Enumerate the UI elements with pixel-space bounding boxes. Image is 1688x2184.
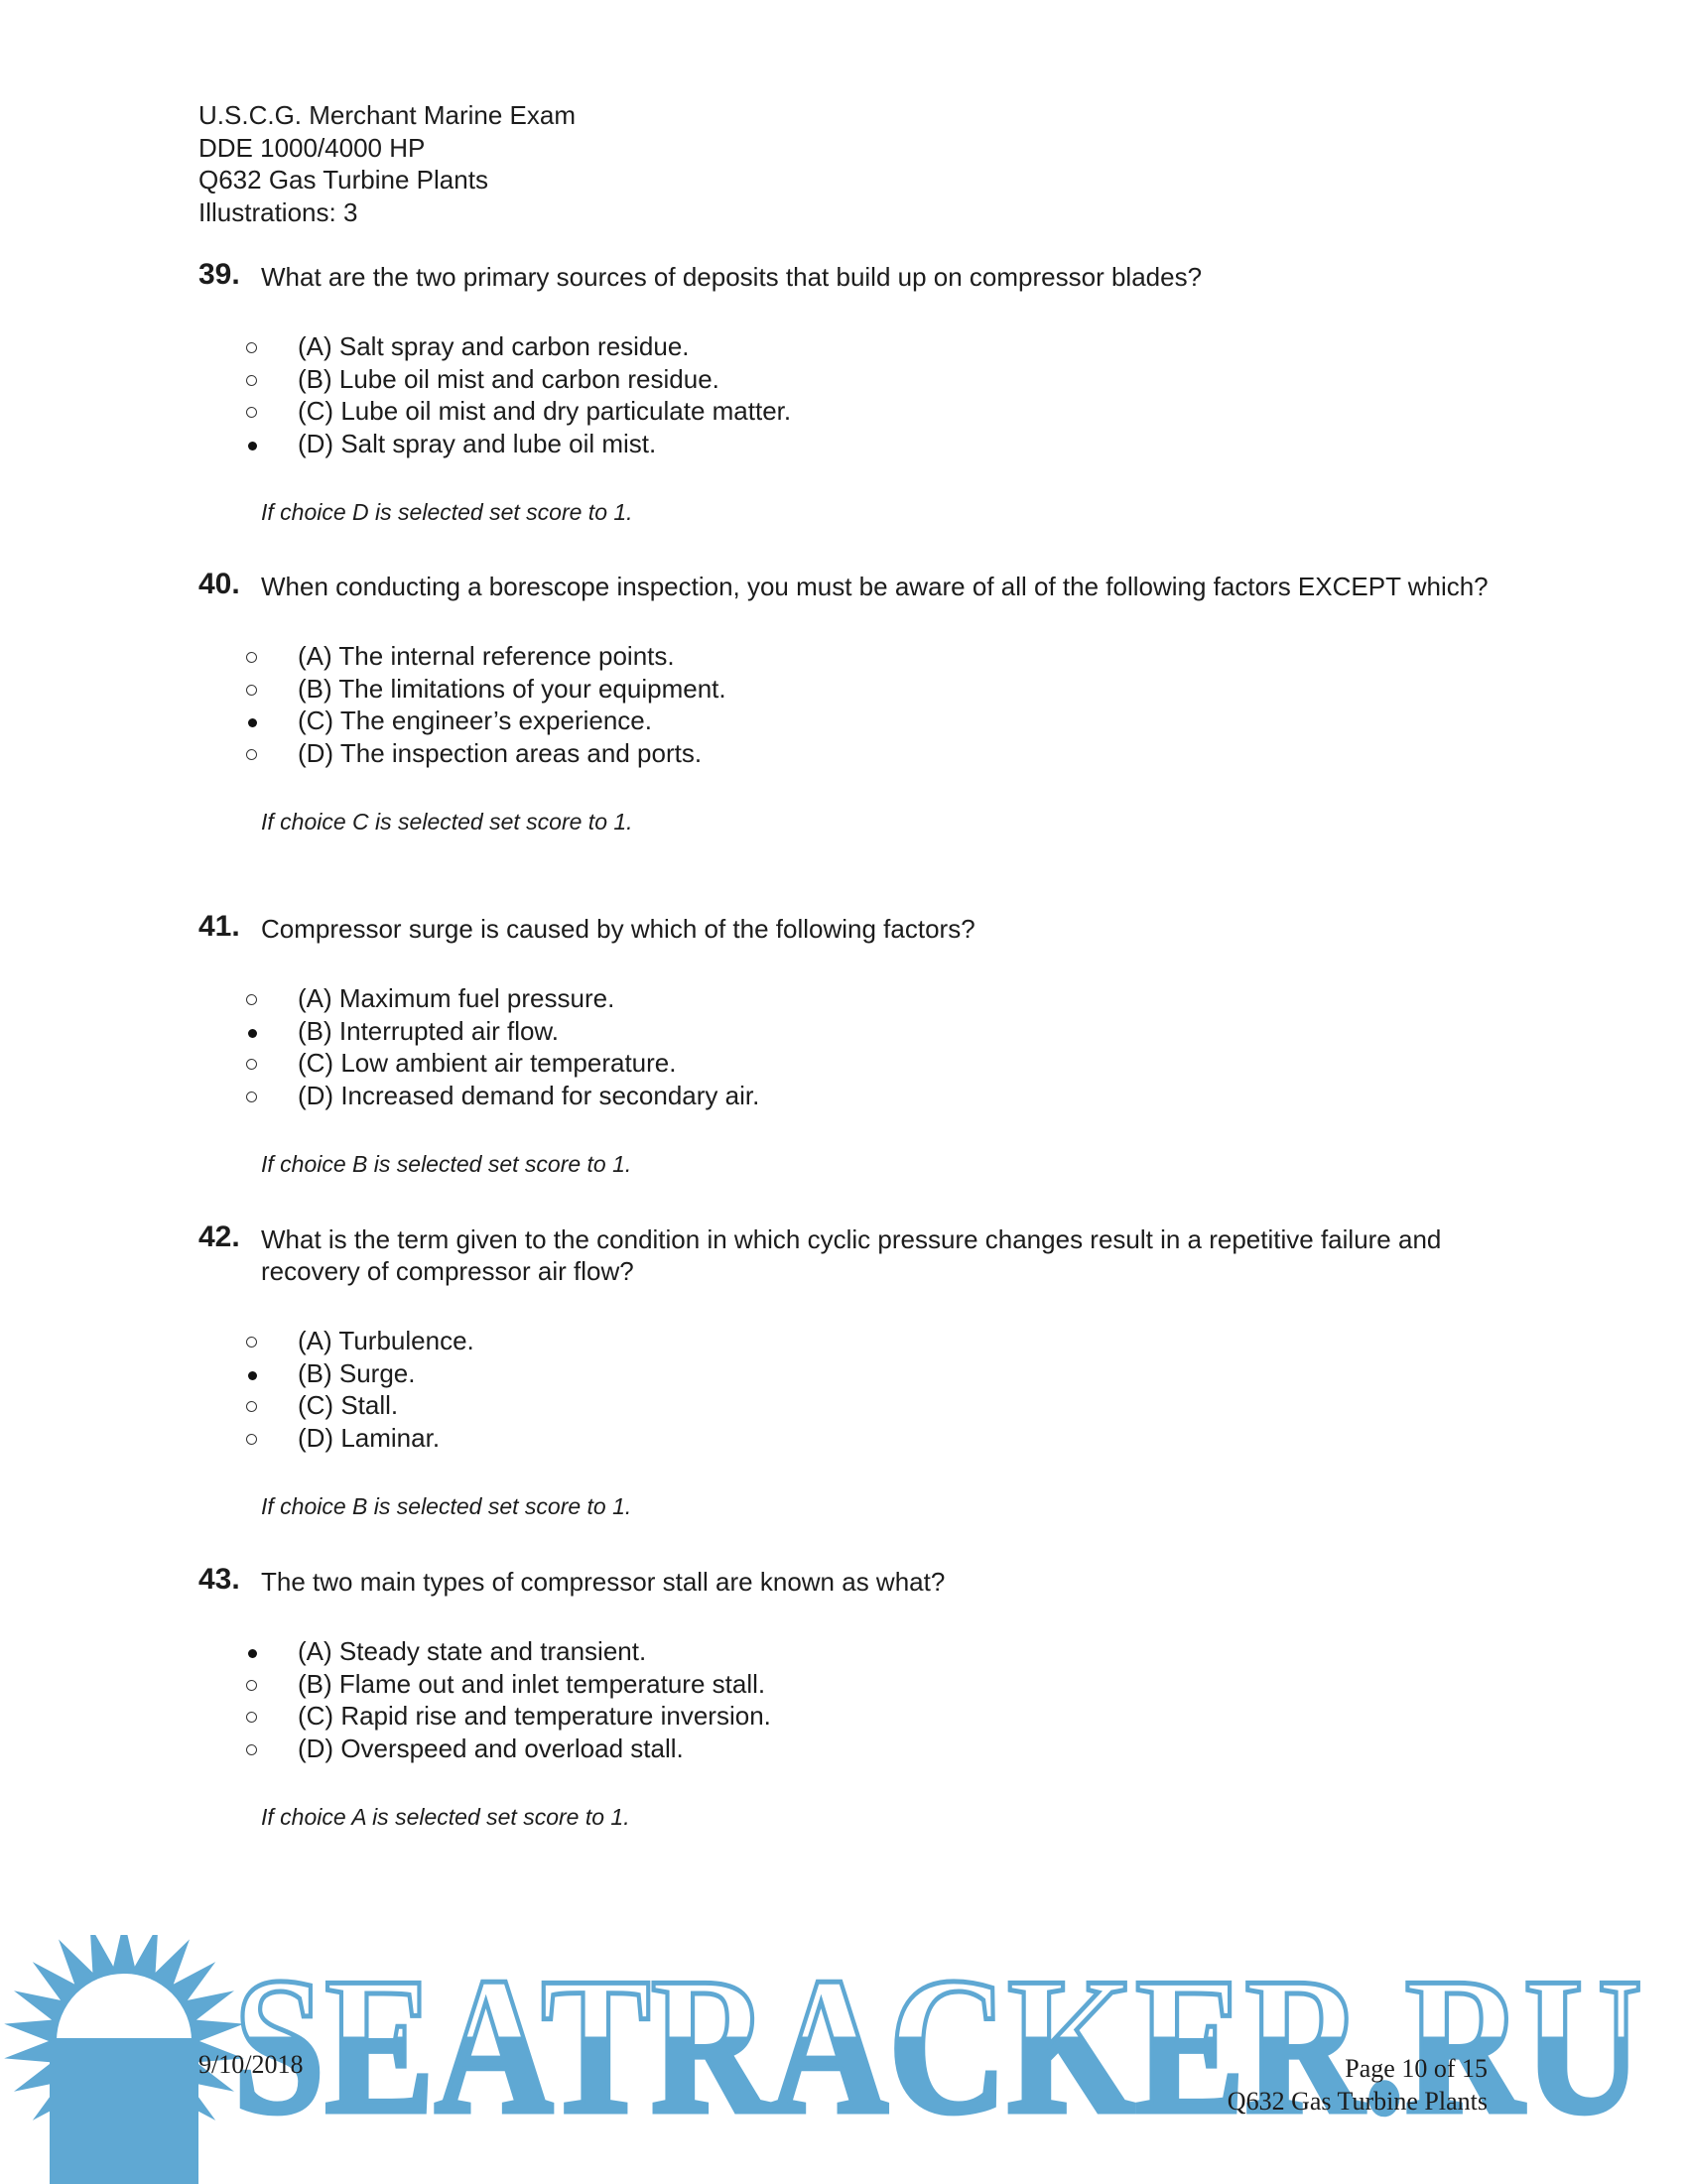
radio-bullet-icon[interactable]	[246, 1733, 260, 1765]
choice-label: (A) Steady state and transient.	[298, 1636, 647, 1666]
choice-c[interactable]	[198, 1389, 1508, 1422]
radio-bullet-icon[interactable]	[246, 1389, 260, 1422]
header-exam-code: Q632 Gas Turbine Plants	[198, 165, 488, 194]
radio-bullet-icon[interactable]	[246, 982, 260, 1015]
score-note: If choice D is selected set score to 1.	[261, 499, 633, 525]
question-41	[198, 910, 1508, 1179]
radio-bullet-icon[interactable]	[246, 640, 260, 673]
question-42	[198, 1220, 1508, 1521]
radio-bullet-icon[interactable]	[246, 428, 260, 460]
radio-bullet-icon[interactable]	[246, 1422, 260, 1455]
choice-list	[198, 330, 1508, 459]
choice-d[interactable]	[198, 737, 1508, 770]
radio-bullet-icon[interactable]	[246, 737, 260, 770]
choice-a[interactable]	[198, 640, 1508, 673]
radio-bullet-icon[interactable]	[246, 1635, 260, 1668]
choice-d[interactable]	[198, 1422, 1508, 1455]
choice-label: (D) Increased demand for secondary air.	[298, 1080, 760, 1110]
header-exam-title: U.S.C.G. Merchant Marine Exam	[198, 100, 576, 130]
question-number: 39.	[198, 258, 240, 291]
choice-label: (B) Surge.	[298, 1357, 416, 1388]
choice-label: (B) Interrupted air flow.	[298, 1015, 559, 1046]
choice-c[interactable]	[198, 395, 1508, 428]
question-39	[198, 258, 1508, 527]
footer-page-number: Page 10 of 15	[1345, 2054, 1488, 2083]
choice-label: (C) Stall.	[298, 1390, 399, 1420]
radio-bullet-icon[interactable]	[246, 1080, 260, 1112]
choice-label: (C) Lube oil mist and dry particulate matter.	[298, 396, 792, 426]
question-number: 42.	[198, 1220, 240, 1253]
choice-a[interactable]	[198, 982, 1508, 1015]
choice-label: (D) Salt spray and lube oil mist.	[298, 428, 657, 458]
question-number: 43.	[198, 1563, 240, 1596]
radio-bullet-icon[interactable]	[246, 1668, 260, 1701]
choice-a[interactable]	[198, 330, 1508, 363]
footer-date: 9/10/2018	[198, 2050, 304, 2079]
header-license: DDE 1000/4000 HP	[198, 132, 426, 163]
choice-d[interactable]	[198, 1733, 1508, 1765]
radio-bullet-icon[interactable]	[246, 673, 260, 706]
radio-bullet-icon[interactable]	[246, 1325, 260, 1357]
choice-c[interactable]	[198, 705, 1508, 737]
radio-bullet-icon[interactable]	[246, 1700, 260, 1733]
choice-b[interactable]	[198, 1357, 1508, 1390]
question-43	[198, 1563, 1508, 1832]
choice-b[interactable]	[198, 363, 1508, 396]
radio-bullet-icon[interactable]	[246, 330, 260, 363]
choice-b[interactable]	[198, 1015, 1508, 1048]
radio-bullet-icon[interactable]	[246, 1357, 260, 1390]
header-illustrations: Illustrations: 3	[198, 196, 358, 227]
choice-label: (C) The engineer’s experience.	[298, 706, 652, 735]
choice-d[interactable]	[198, 428, 1508, 460]
question-number: 41.	[198, 910, 240, 943]
radio-bullet-icon[interactable]	[246, 395, 260, 428]
choice-a[interactable]	[198, 1325, 1508, 1357]
radio-bullet-icon[interactable]	[246, 1047, 260, 1080]
choice-list	[198, 1325, 1508, 1454]
radio-bullet-icon[interactable]	[246, 1015, 260, 1048]
document-header	[198, 99, 576, 228]
choice-c[interactable]	[198, 1700, 1508, 1733]
watermark-text: SEATRACKER.RU	[233, 1937, 1642, 2154]
score-note: If choice B is selected set score to 1.	[261, 1493, 632, 1519]
choice-b[interactable]	[198, 673, 1508, 706]
score-note: If choice C is selected set score to 1.	[261, 809, 633, 835]
question-text: Compressor surge is caused by which of the following factors?	[261, 914, 975, 944]
choice-list	[198, 1635, 1508, 1764]
choice-d[interactable]	[198, 1080, 1508, 1112]
choice-label: (A) Turbulence.	[298, 1326, 474, 1355]
choice-label: (A) The internal reference points.	[298, 641, 675, 671]
radio-bullet-icon[interactable]	[246, 363, 260, 396]
choice-label: (B) The limitations of your equipment.	[298, 673, 726, 704]
question-number: 40.	[198, 568, 240, 600]
choice-label: (C) Low ambient air temperature.	[298, 1048, 677, 1078]
choice-label: (B) Lube oil mist and carbon residue.	[298, 363, 719, 394]
choice-list	[198, 640, 1508, 769]
choice-label: (D) The inspection areas and ports.	[298, 737, 703, 768]
score-note: If choice A is selected set score to 1.	[261, 1804, 630, 1830]
question-text: What are the two primary sources of deposits that build up on compressor blades?	[261, 262, 1203, 292]
score-note: If choice B is selected set score to 1.	[261, 1151, 632, 1177]
choice-label: (D) Laminar.	[298, 1422, 441, 1453]
question-text: The two main types of compressor stall are known as what?	[261, 1567, 946, 1597]
choice-a[interactable]	[198, 1635, 1508, 1668]
choice-label: (D) Overspeed and overload stall.	[298, 1733, 684, 1763]
choice-label: (B) Flame out and inlet temperature stall.	[298, 1668, 766, 1699]
choice-b[interactable]	[198, 1668, 1508, 1701]
radio-bullet-icon[interactable]	[246, 705, 260, 737]
choice-label: (C) Rapid rise and temperature inversion.	[298, 1701, 771, 1731]
question-text: What is the term given to the condition in which cyclic pressure changes result in a repetitive failure and recovery of compressor air flow?	[261, 1224, 1442, 1286]
choice-label: (A) Salt spray and carbon residue.	[298, 331, 690, 361]
footer-exam-name: Q632 Gas Turbine Plants	[1227, 2087, 1488, 2116]
question-text: When conducting a borescope inspection, you must be aware of all of the following factors EXCEPT which?	[261, 572, 1489, 601]
choice-c[interactable]	[198, 1047, 1508, 1080]
choice-label: (A) Maximum fuel pressure.	[298, 983, 615, 1013]
question-40	[198, 568, 1508, 836]
choice-list	[198, 982, 1508, 1111]
